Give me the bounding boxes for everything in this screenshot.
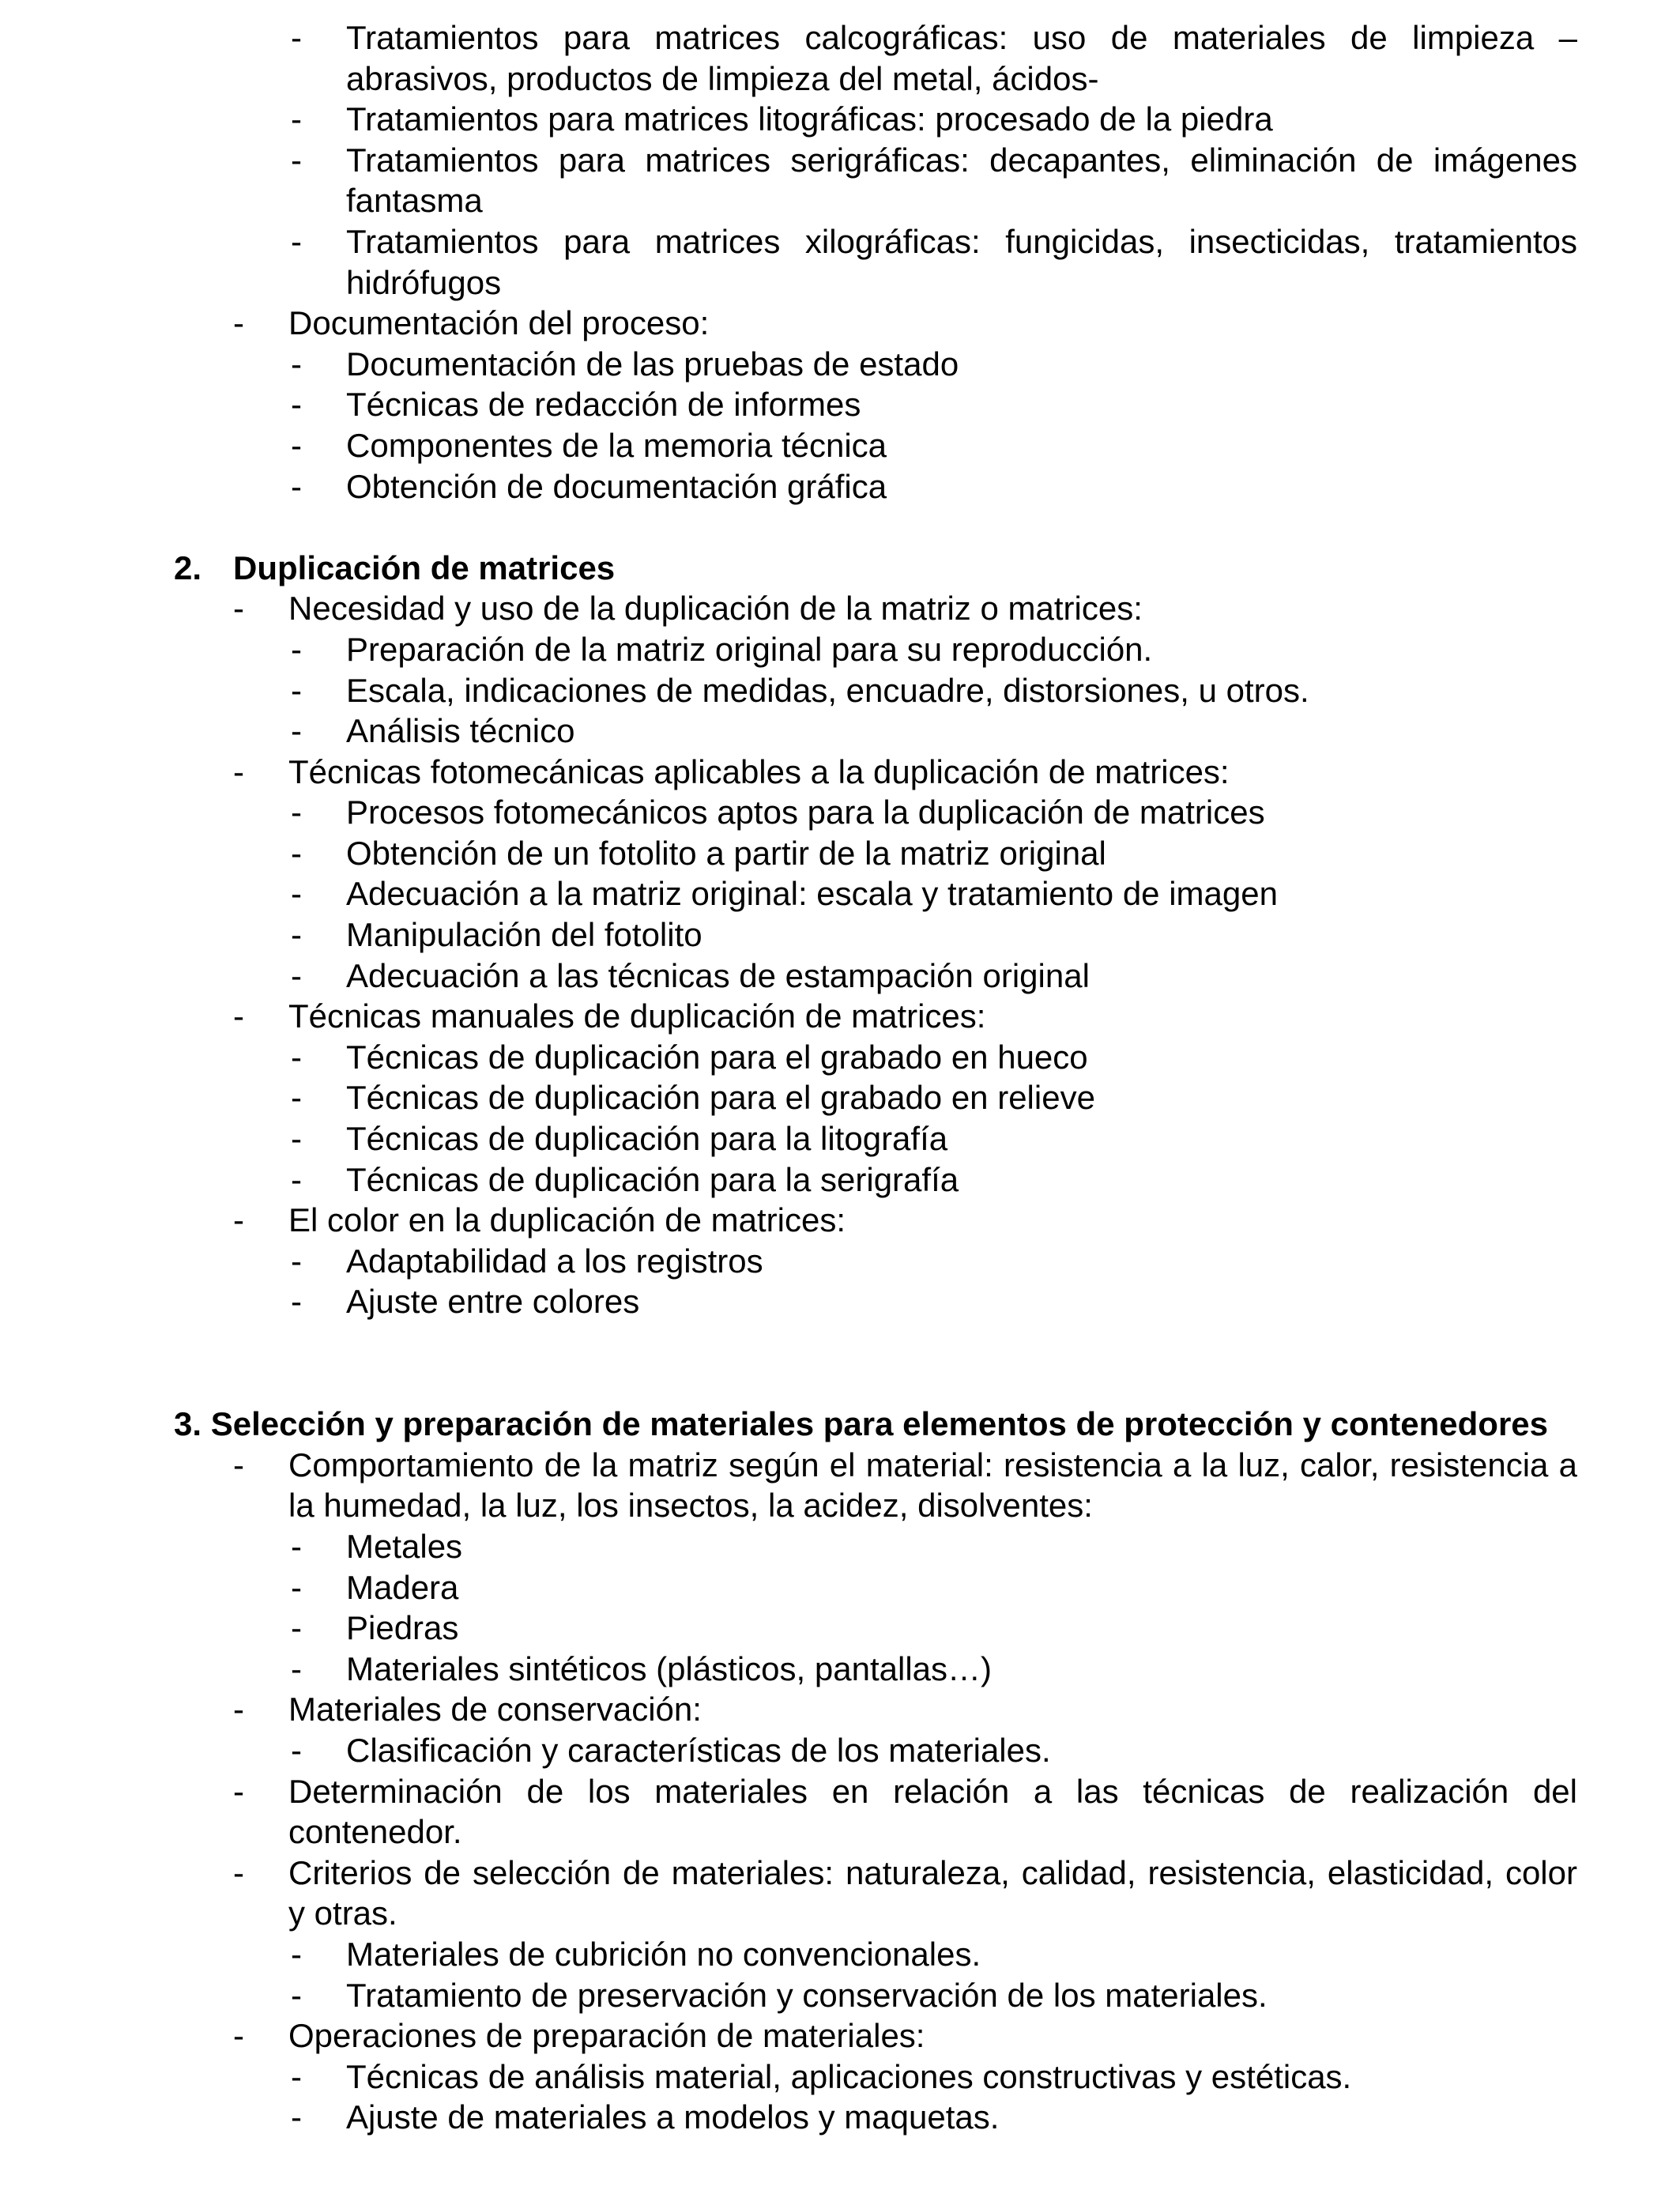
sub-list-item: [174, 140, 1577, 221]
list-item-text: Preparación de la matriz original para su reproducción.: [346, 630, 1153, 668]
list-item-text: Necesidad y uso de la duplicación de la matriz o matrices:: [288, 590, 1143, 628]
list-item-text: Documentación del proceso:: [288, 304, 710, 342]
bullet-dash: -: [291, 1283, 302, 1321]
list-item-text: Tratamiento de preservación y conservación de los materiales.: [346, 1976, 1268, 2014]
bullet-dash: -: [291, 19, 302, 56]
list-item-text: Piedras: [346, 1609, 459, 1647]
list-item: [174, 2015, 1577, 2056]
list-item-text: Obtención de documentación gráfica: [346, 467, 887, 505]
sub-list-item: [174, 221, 1577, 303]
sub-list-item: [174, 2056, 1577, 2098]
sub-list-item: [174, 1037, 1577, 1078]
list-item-text: Técnicas manuales de duplicación de matrices:: [288, 997, 986, 1035]
sub-list-item: [174, 99, 1577, 140]
list-item-text: Tratamientos para matrices litográficas: procesado de la piedra: [346, 100, 1273, 138]
list-item-text: Criterios de selección de materiales: naturaleza, calidad, resistencia, elasticidad, color y otras.: [288, 1853, 1577, 1932]
list-item-text: Determinación de los materiales en relación a las técnicas de realización del contenedor.: [288, 1772, 1577, 1851]
bullet-dash: -: [291, 630, 302, 668]
sub-list-item: [174, 711, 1577, 752]
sub-list-item: [174, 1730, 1577, 1771]
bullet-dash: -: [291, 1935, 302, 1973]
list-item-text: Materiales sintéticos (plásticos, pantallas…): [346, 1649, 992, 1687]
list-item-text: Operaciones de preparación de materiales:: [288, 2017, 925, 2055]
section-3-heading: [174, 1404, 1577, 1445]
section-title: Duplicación de matrices: [233, 548, 616, 586]
spacer: [174, 507, 1577, 548]
bullet-dash: -: [291, 916, 302, 954]
list-item-text: Tratamientos para matrices xilográficas: fungicidas, insecticidas, tratamientos hidrófugos: [346, 222, 1577, 301]
bullet-dash: -: [291, 1609, 302, 1647]
section-number: 3.: [174, 1405, 202, 1443]
list-item-text: Técnicas de duplicación para el grabado en relieve: [346, 1079, 1095, 1117]
list-item: [174, 1853, 1577, 1934]
sub-list-item: [174, 1118, 1577, 1159]
list-item-text: Manipulación del fotolito: [346, 916, 703, 954]
bullet-dash: -: [291, 712, 302, 750]
list-item-text: Tratamientos para matrices calcográficas: uso de materiales de limpieza – abrasivos, productos de limpieza del metal, ácidos-: [346, 19, 1577, 97]
sub-list-item: [174, 629, 1577, 670]
list-item: [174, 1771, 1577, 1853]
list-item-text: Adecuación a las técnicas de estampación original: [346, 956, 1090, 994]
list-item-text: Adaptabilidad a los registros: [346, 1242, 763, 1280]
bullet-dash: -: [291, 1649, 302, 1687]
bullet-dash: -: [233, 997, 244, 1035]
list-item: [174, 303, 1577, 344]
bullet-dash: -: [291, 1242, 302, 1280]
list-item: [174, 1689, 1577, 1730]
sub-list-item: [174, 670, 1577, 711]
bullet-dash: -: [291, 834, 302, 872]
list-item-text: Técnicas de duplicación para la litografía: [346, 1120, 948, 1158]
list-item-text: Tratamientos para matrices serigráficas: decapantes, eliminación de imágenes fantasma: [346, 141, 1577, 220]
sub-list-item: [174, 833, 1577, 874]
bullet-dash: -: [291, 794, 302, 831]
list-item-text: Materiales de cubrición no convencionales.: [346, 1935, 981, 1973]
sub-list-item: [174, 956, 1577, 997]
list-item-text: Escala, indicaciones de medidas, encuadre, distorsiones, u otros.: [346, 671, 1309, 709]
sub-list-item: [174, 1159, 1577, 1201]
sub-list-item: [174, 1567, 1577, 1608]
list-item-text: Componentes de la memoria técnica: [346, 426, 887, 464]
list-item-text: Análisis técnico: [346, 712, 575, 750]
sub-list-item: [174, 466, 1577, 507]
section-3-list: [174, 1445, 1577, 2138]
bullet-dash: -: [233, 752, 244, 790]
bullet-dash: -: [291, 956, 302, 994]
bullet-dash: -: [291, 1038, 302, 1076]
list-item-text: Metales: [346, 1527, 463, 1565]
sub-list-item: [174, 425, 1577, 466]
bullet-dash: -: [291, 467, 302, 505]
list-item-text: Madera: [346, 1568, 459, 1606]
list-item-text: Adecuación a la matriz original: escala y tratamiento de imagen: [346, 875, 1278, 913]
section-number: 2.: [174, 548, 202, 586]
bullet-dash: -: [233, 1853, 244, 1891]
list-item-text: Clasificación y características de los materiales.: [346, 1731, 1051, 1769]
list-item: [174, 588, 1577, 629]
sub-list-item: [174, 17, 1577, 99]
bullet-dash: -: [291, 1527, 302, 1565]
list-item-text: Técnicas de duplicación para el grabado en hueco: [346, 1038, 1088, 1076]
bullet-dash: -: [291, 2057, 302, 2095]
sub-list-item: [174, 1934, 1577, 1975]
sub-list-item: [174, 384, 1577, 425]
section-title-text: Selección y preparación de materiales para elementos de protección y contenedores: [210, 1405, 1549, 1443]
bullet-dash: -: [291, 386, 302, 424]
sub-list-item: [174, 792, 1577, 833]
list-item-text: Ajuste entre colores: [346, 1283, 640, 1321]
bullet-dash: -: [233, 304, 244, 342]
bullet-dash: -: [291, 345, 302, 383]
bullet-dash: -: [291, 1079, 302, 1117]
bullet-dash: -: [291, 1120, 302, 1158]
section-2-list: [174, 588, 1577, 1322]
bullet-dash: -: [291, 1160, 302, 1198]
bullet-dash: -: [291, 2098, 302, 2136]
spacer: [174, 1322, 1577, 1404]
bullet-dash: -: [291, 222, 302, 260]
list-item-text: Técnicas de redacción de informes: [346, 386, 861, 424]
bullet-dash: -: [233, 2017, 244, 2055]
sub-list-item: [174, 2097, 1577, 2138]
list-item: [174, 996, 1577, 1037]
bullet-dash: -: [233, 1691, 244, 1728]
list-item: [174, 1445, 1577, 1526]
sub-list-item: [174, 1608, 1577, 1649]
sub-list-item: [174, 1241, 1577, 1282]
bullet-dash: -: [233, 1201, 244, 1239]
list-item-text: El color en la duplicación de matrices:: [288, 1201, 846, 1239]
document-content: [174, 17, 1577, 2138]
list-item-text: Materiales de conservación:: [288, 1691, 702, 1728]
list-item-text: Ajuste de materiales a modelos y maquetas.: [346, 2098, 1000, 2136]
list-item-text: Obtención de un fotolito a partir de la matriz original: [346, 834, 1106, 872]
sub-list-item: [174, 1649, 1577, 1690]
bullet-dash: -: [291, 1568, 302, 1606]
sub-list-item: [174, 1077, 1577, 1118]
list-item-text: Técnicas fotomecánicas aplicables a la duplicación de matrices:: [288, 752, 1230, 790]
bullet-dash: -: [291, 1731, 302, 1769]
section-title: [174, 1404, 1577, 1445]
list-item-text: Técnicas de análisis material, aplicaciones constructivas y estéticas.: [346, 2057, 1352, 2095]
sub-list-item: [174, 914, 1577, 956]
bullet-dash: -: [291, 426, 302, 464]
sub-list-item: [174, 344, 1577, 385]
bullet-dash: -: [233, 590, 244, 628]
sub-list-item: [174, 1526, 1577, 1567]
bullet-dash: -: [233, 1446, 244, 1483]
section-2-heading: [174, 548, 1577, 589]
sub-list-item: [174, 1281, 1577, 1322]
sub-list-item: [174, 873, 1577, 914]
intro-list: [174, 17, 1577, 507]
list-item-text: Documentación de las pruebas de estado: [346, 345, 959, 383]
bullet-dash: -: [291, 1976, 302, 2014]
list-item-text: Procesos fotomecánicos aptos para la duplicación de matrices: [346, 794, 1265, 831]
list-item-text: Técnicas de duplicación para la serigrafía: [346, 1160, 959, 1198]
bullet-dash: -: [233, 1772, 244, 1810]
bullet-dash: -: [291, 141, 302, 179]
list-item: [174, 752, 1577, 793]
sub-list-item: [174, 1975, 1577, 2016]
bullet-dash: -: [291, 100, 302, 138]
bullet-dash: -: [291, 671, 302, 709]
list-item: [174, 1200, 1577, 1241]
list-item-text: Comportamiento de la matriz según el material: resistencia a la luz, calor, resistencia a la humedad, la luz, los insectos, la acidez, disolventes:: [288, 1446, 1577, 1525]
bullet-dash: -: [291, 875, 302, 913]
